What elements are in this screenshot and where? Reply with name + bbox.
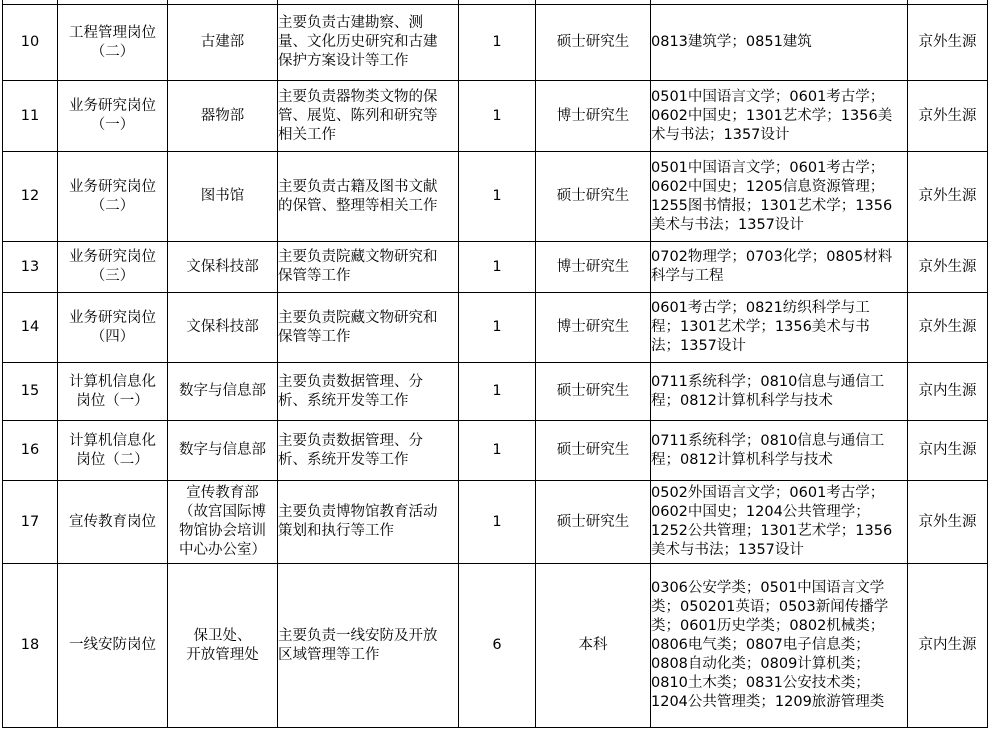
position-name-cell [58,564,168,728]
education-cell: 硕士研究生 [536,481,651,564]
major-cell [651,5,908,81]
position-number-cell: 11 [3,81,58,152]
major-cell [651,293,908,363]
source-cell: 京外生源 [908,5,988,81]
position-name-line: 宣传教育岗位 [69,513,156,530]
position-name-cell [58,293,168,363]
position-name-line: 计算机信息化 [69,432,156,449]
duty-cell [278,242,459,293]
table-row [3,363,988,421]
duty-cell [278,421,459,481]
department-cell [168,5,278,81]
major-line: 0602中国史；1205信息资源管理； [651,178,885,195]
duty-line: 析、系统开发等工作 [278,392,409,409]
position-name-line: 一线安防岗位 [69,637,156,653]
duty-line: 管、展览、陈列和研究等 [278,107,438,124]
department-line: （故宫国际博 [179,504,266,520]
major-cell [651,81,908,152]
duty-line: 主要负责数据管理、分 [278,373,423,390]
duty-cell [278,564,459,728]
source-cell: 京内生源 [908,363,988,421]
duty-cell [278,481,459,564]
position-name-cell [58,152,168,242]
headcount-cell: 6 [459,564,536,728]
position-number-cell: 17 [3,481,58,564]
duty-line: 主要负责古籍及图书文献 [278,178,438,195]
department-line: 古建部 [200,34,245,50]
department-line: 数字与信息部 [179,442,266,458]
major-cell [651,481,908,564]
position-name-line: 岗位（一） [76,392,149,409]
duty-cell [278,363,459,421]
major-line: 0602中国史；1301艺术学；1356美 [651,107,893,124]
department-cell [168,421,278,481]
table-row [3,152,988,242]
headcount-cell: 1 [459,363,536,421]
education-cell: 本科 [536,564,651,728]
department-cell [168,481,278,564]
headcount-cell: 1 [459,421,536,481]
position-name-line: 业务研究岗位 [69,98,156,114]
major-line: 0501中国语言文学；0601考古学； [651,88,885,105]
duty-line: 保管等工作 [278,328,351,345]
department-cell [168,242,278,293]
position-number-cell: 13 [3,242,58,293]
table-row [3,81,988,152]
major-line: 0501中国语言文学；0601考古学； [651,159,885,176]
major-cell [651,564,908,728]
position-name-line: （二） [90,197,135,214]
position-name-line: 业务研究岗位 [69,309,156,326]
duty-line: 主要负责器物类文物的保 [278,88,438,105]
major-line: 类；050201英语；0503新闻传播学 [651,599,889,615]
education-cell: 博士研究生 [536,293,651,363]
department-line: 宣传教育部 [186,485,259,501]
position-name-cell [58,363,168,421]
major-line: 0806电气类；0807电子信息类； [651,637,870,653]
position-name-line: （一） [90,117,135,133]
source-cell: 京外生源 [908,81,988,152]
major-line: 0813建筑学；0851建筑 [651,34,812,50]
recruitment-table [2,0,988,728]
table-row [3,421,988,481]
major-cell [651,242,908,293]
department-line: 器物部 [200,107,245,124]
position-number-cell: 16 [3,421,58,481]
headcount-cell: 1 [459,5,536,81]
major-line: 程；0812计算机科学与技术 [651,451,833,468]
position-number-cell: 14 [3,293,58,363]
duty-cell [278,81,459,152]
department-cell [168,564,278,728]
duty-line: 主要负责一线安防及开放 [278,627,438,644]
table-row [3,481,988,564]
headcount-cell: 1 [459,242,536,293]
table-row [3,242,988,293]
position-name-line: 计算机信息化 [69,373,156,390]
source-cell: 京内生源 [908,421,988,481]
major-line: 程；1301艺术学；1356美术与书 [651,319,870,335]
education-cell: 博士研究生 [536,242,651,293]
position-number-cell: 10 [3,5,58,81]
major-line: 程；0812计算机科学与技术 [651,392,833,409]
duty-line: 主要负责数据管理、分 [278,432,423,449]
position-name-line: （二） [90,43,135,60]
education-cell: 硕士研究生 [536,421,651,481]
table-row [3,564,988,728]
position-name-cell [58,81,168,152]
major-cell [651,363,908,421]
duty-line: 量、文化历史研究和古建 [278,34,438,50]
headcount-cell: 1 [459,152,536,242]
department-line: 物馆协会培训 [179,523,266,539]
duty-line: 策划和执行等工作 [278,523,394,539]
position-name-line: （三） [90,268,135,284]
major-line: 术与书法；1357设计 [651,126,790,143]
duty-line: 保管等工作 [278,268,351,284]
source-cell: 京外生源 [908,481,988,564]
major-line: 0810土木类；0831公安技术类； [651,675,870,691]
education-cell: 硕士研究生 [536,152,651,242]
duty-line: 主要负责院藏文物研究和 [278,249,438,265]
position-name-cell [58,5,168,81]
department-cell [168,363,278,421]
duty-line: 主要负责院藏文物研究和 [278,309,438,326]
major-line: 0808自动化类；0809计算机类； [651,656,870,672]
source-cell: 京内生源 [908,564,988,728]
headcount-cell: 1 [459,481,536,564]
department-cell [168,81,278,152]
duty-cell [278,5,459,81]
duty-cell [278,152,459,242]
major-line: 法；1357设计 [651,338,746,354]
duty-line: 区域管理等工作 [278,646,380,663]
major-cell [651,421,908,481]
department-line: 图书馆 [200,188,245,204]
duty-line: 主要负责博物馆教育活动 [278,504,438,520]
department-cell [168,293,278,363]
major-line: 0711系统科学；0810信息与通信工 [651,432,885,449]
major-line: 1204公共管理类；1209旅游管理类 [651,694,885,710]
major-line: 科学与工程 [651,268,724,284]
major-line: 0602中国史；1204公共管理学； [651,504,870,520]
department-line: 数字与信息部 [179,383,266,399]
major-line: 美术与书法；1357设计 [651,542,804,558]
major-line: 0306公安学类；0501中国语言文学 [651,580,885,596]
major-line: 0502外国语言文学；0601考古学； [651,485,885,501]
position-name-line: 岗位（二） [76,451,149,468]
major-line: 0601考古学；0821纺织科学与工 [651,300,870,316]
education-cell: 硕士研究生 [536,5,651,81]
department-line: 保卫处、 [193,627,252,644]
major-line: 类；0601历史学类；0802机械类； [651,618,885,634]
position-number-cell: 12 [3,152,58,242]
position-name-line: （四） [90,328,135,345]
duty-line: 主要负责古建勘察、测 [278,15,423,31]
source-cell: 京外生源 [908,242,988,293]
position-name-cell [58,421,168,481]
major-line: 美术与书法；1357设计 [651,216,804,233]
headcount-cell: 1 [459,293,536,363]
position-number-cell: 15 [3,363,58,421]
education-cell: 硕士研究生 [536,363,651,421]
headcount-cell: 1 [459,81,536,152]
major-line: 0711系统科学；0810信息与通信工 [651,373,885,390]
duty-line: 析、系统开发等工作 [278,451,409,468]
position-number-cell: 18 [3,564,58,728]
position-name-cell [58,481,168,564]
major-line: 1255图书情报；1301艺术学；1356 [651,197,893,214]
source-cell: 京外生源 [908,152,988,242]
major-line: 1252公共管理；1301艺术学；1356 [651,523,893,539]
position-name-line: 工程管理岗位 [69,24,156,41]
duty-line: 相关工作 [278,126,336,143]
duty-cell [278,293,459,363]
duty-line: 的保管、整理等相关工作 [278,197,438,214]
department-line: 中心办公室） [179,542,266,558]
department-cell [168,152,278,242]
major-cell [651,152,908,242]
education-cell: 博士研究生 [536,81,651,152]
position-name-line: 业务研究岗位 [69,249,156,265]
duty-line: 保护方案设计等工作 [278,53,409,69]
position-name-cell [58,242,168,293]
position-name-line: 业务研究岗位 [69,178,156,195]
department-line: 文保科技部 [186,258,259,275]
major-line: 0702物理学；0703化学；0805材料 [651,249,893,265]
department-line: 文保科技部 [186,319,259,335]
source-cell: 京外生源 [908,293,988,363]
table-row [3,293,988,363]
table-row [3,5,988,81]
department-line: 开放管理处 [186,646,259,663]
